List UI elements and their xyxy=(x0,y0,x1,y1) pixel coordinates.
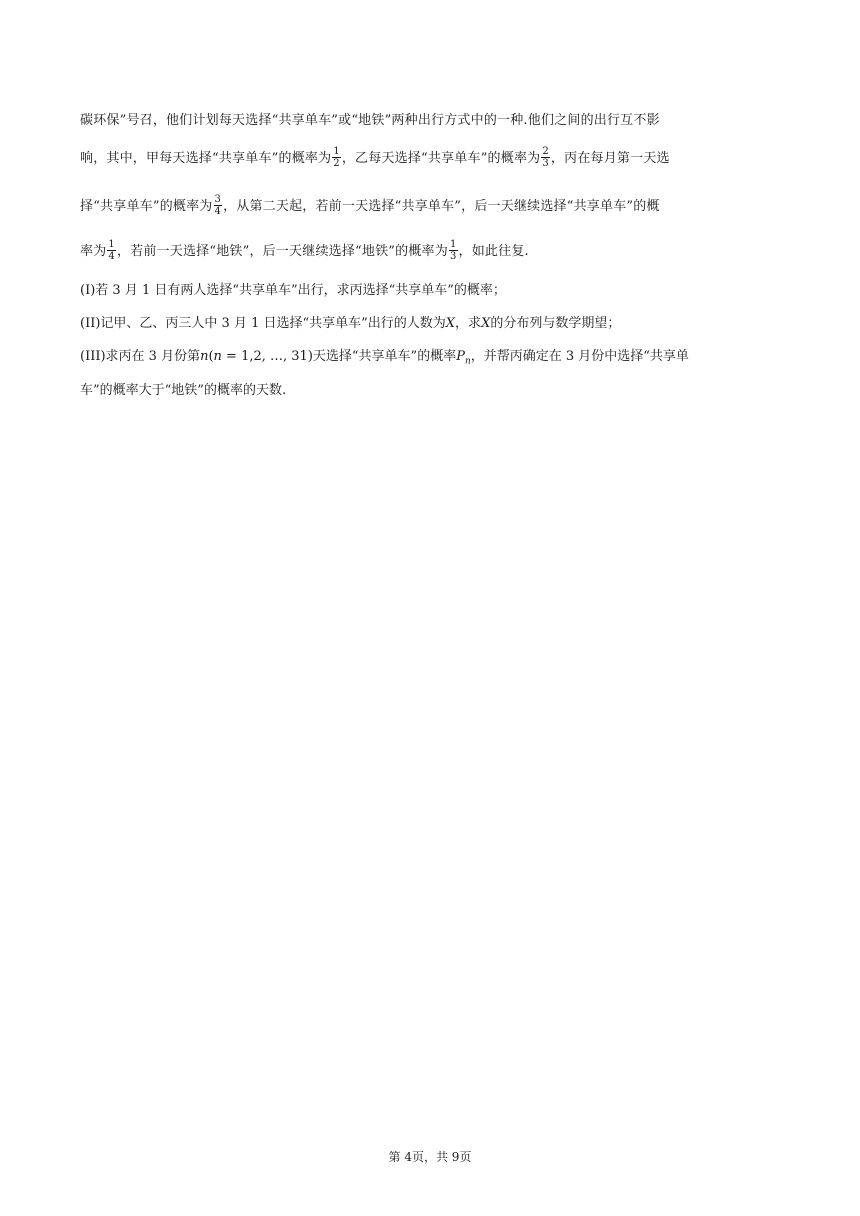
question-1-text: (I)若 3 月 1 日有两人选择“共享单车”出行，求丙选择“共享单车”的概率； xyxy=(80,283,506,298)
var-x-2: X xyxy=(481,316,491,331)
intro-text-4a: 率为 xyxy=(80,244,107,259)
intro-text-2a: 响，其中，甲每天选择“共享单车”的概率为 xyxy=(80,151,332,166)
question-3-text-a: (III)求丙在 3 月份第 xyxy=(80,349,201,364)
intro-text-4b: ，若前一天选择“地铁”，后一天继续选择“地铁”的概率为 xyxy=(116,244,448,259)
var-x: X xyxy=(445,316,456,331)
question-2-text-a: (II)记甲、乙、丙三人中 3 月 1 日选择“共享单车”出行的人数为 xyxy=(80,316,446,331)
question-3-text-b: 天选择“共享单车”的概率 xyxy=(312,349,457,364)
var-p-subscript: n xyxy=(464,356,471,367)
intro-text-3a: 择“共享单车”的概率为 xyxy=(80,199,213,214)
frac-num: 1 xyxy=(108,239,115,250)
frac-den: 2 xyxy=(333,158,340,169)
var-p: P xyxy=(456,349,465,364)
question-3-continued xyxy=(80,379,286,403)
intro-text-3b: ，从第二天起，若前一天选择“共享单车”，后一天继续选择“共享单车”的概 xyxy=(223,199,660,214)
fraction-one-third xyxy=(449,239,458,262)
fraction-one-quarter xyxy=(107,239,116,262)
frac-num: 3 xyxy=(214,194,222,205)
frac-num: 2 xyxy=(542,146,549,157)
intro-text-2b: ，乙每天选择“共享单车”的概率为 xyxy=(341,151,541,166)
intro-line-2 xyxy=(80,147,670,171)
frac-num: 1 xyxy=(333,146,340,157)
intro-text-4c: ，如此往复. xyxy=(458,244,529,259)
intro-text-2c: ，丙在每月第一天选 xyxy=(550,151,670,166)
intro-text-1: 碳环保”号召，他们计划每天选择“共享单车”或“地铁”两种出行方式中的一种.他们之间的出行互不影 xyxy=(80,113,660,128)
question-3-range: = 1,2, …, 31) xyxy=(221,349,313,364)
question-3 xyxy=(80,345,689,369)
question-3-text-d: 车”的概率大于“地铁”的概率的天数. xyxy=(80,383,287,398)
fraction-two-thirds xyxy=(541,146,550,169)
frac-den: 4 xyxy=(108,251,115,262)
var-n: n xyxy=(200,349,209,364)
fraction-three-quarters xyxy=(214,194,223,217)
frac-den: 4 xyxy=(214,206,222,217)
fraction-one-half xyxy=(332,146,341,169)
question-2 xyxy=(80,312,620,336)
frac-den: 3 xyxy=(542,158,549,169)
intro-line-1 xyxy=(80,109,660,133)
question-2-text-c: 的分布列与数学期望； xyxy=(490,316,621,331)
question-2-text-b: ，求 xyxy=(455,316,482,331)
intro-line-3 xyxy=(80,195,660,219)
page-footer: 第 4页，共 9页 xyxy=(388,1150,472,1164)
frac-den: 3 xyxy=(449,251,457,262)
question-3-text-c: ，并帮丙确定在 3 月份中选择“共享单 xyxy=(470,349,689,364)
var-n-2: n xyxy=(213,349,222,364)
question-1 xyxy=(80,279,506,303)
frac-num: 1 xyxy=(449,239,457,250)
intro-line-4 xyxy=(80,240,529,264)
paren-open: ( xyxy=(208,349,214,364)
